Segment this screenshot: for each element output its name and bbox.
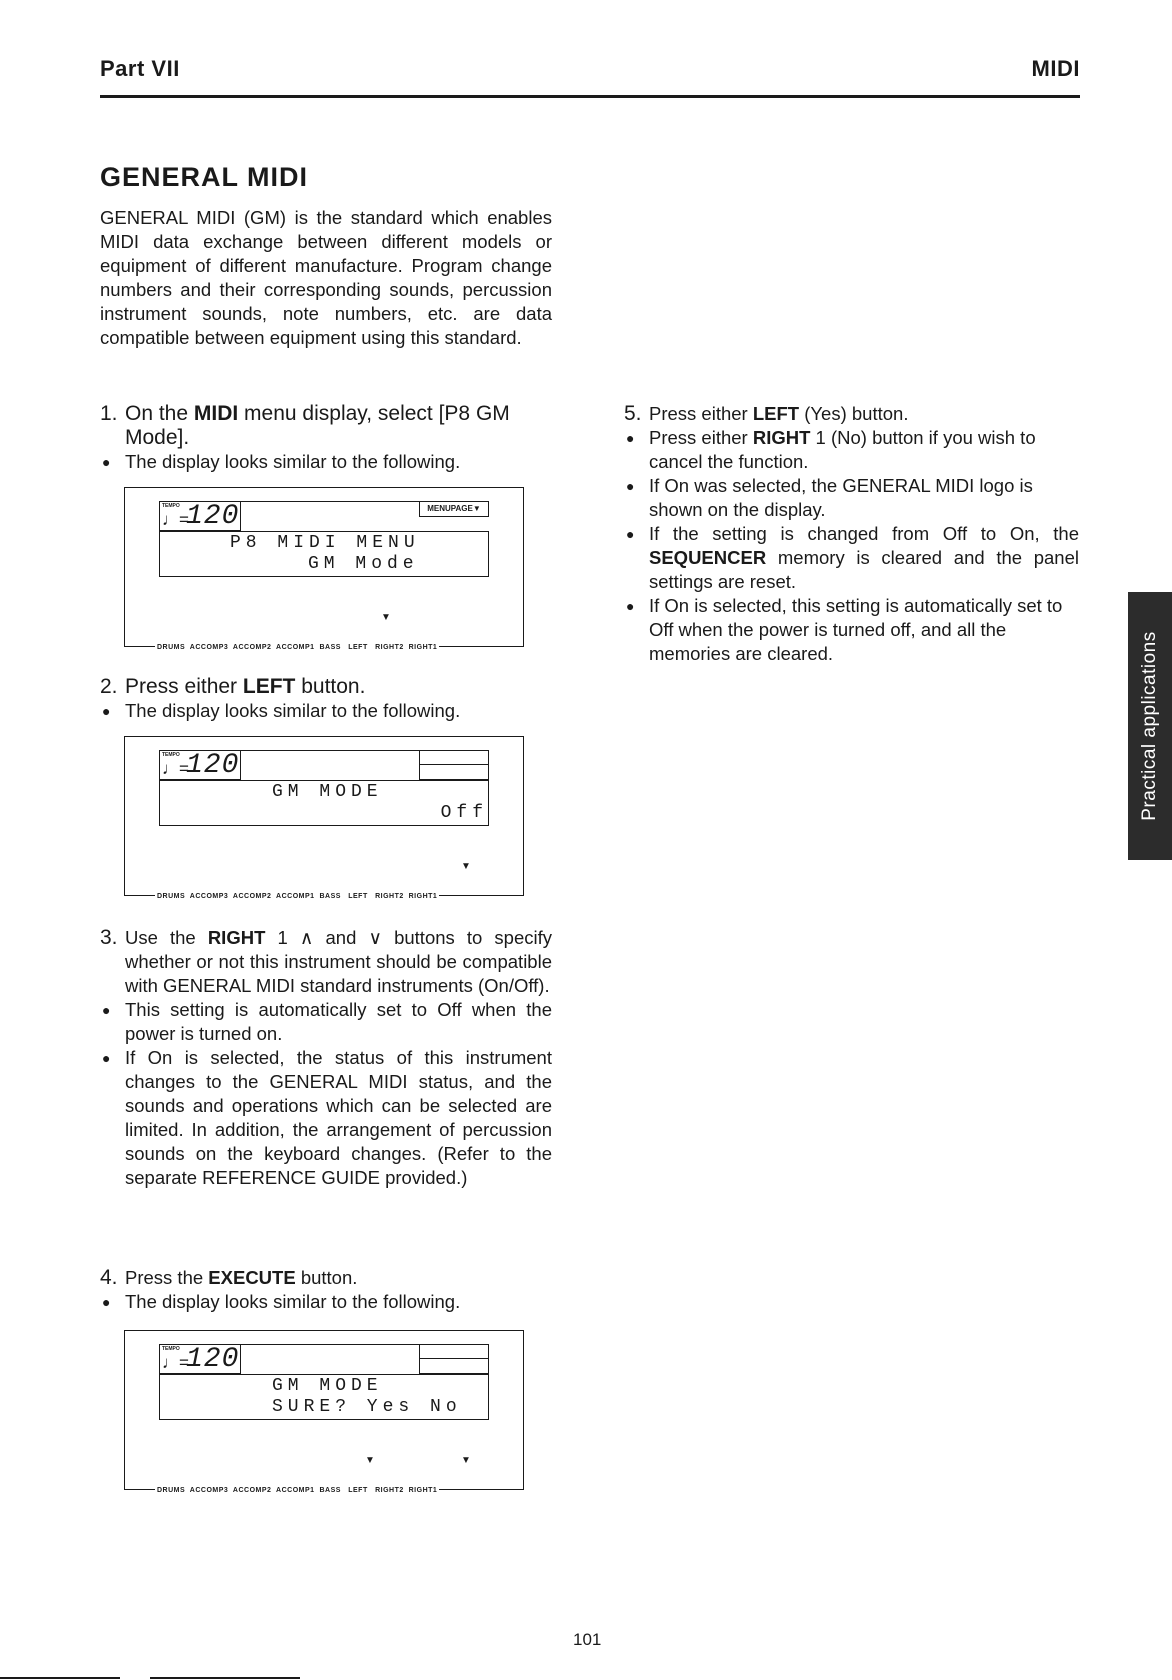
step-text: menu display, select [P8 GM Mode].	[125, 402, 510, 449]
lcd-display-1	[124, 487, 524, 651]
bullet-icon: ●	[102, 454, 111, 470]
lcd-line-2: GM Mode	[308, 554, 419, 574]
page-number: 101	[573, 1630, 602, 1649]
header-section: MIDI	[1031, 56, 1080, 81]
tempo-value: 120	[186, 1344, 240, 1375]
step-5	[624, 402, 1079, 666]
step-bold: MIDI	[193, 402, 239, 425]
bullet-text: This setting is automatically set to Off when the power is turned on.	[125, 999, 552, 1044]
bullet-icon: ●	[102, 703, 111, 719]
step-bold: LEFT	[752, 403, 800, 424]
step-bold: LEFT	[242, 675, 296, 698]
step-text: Use the	[125, 927, 208, 948]
lcd-display-2	[124, 736, 524, 900]
lcd-line-1: GM MODE	[272, 1376, 383, 1396]
bullet-icon: ●	[626, 430, 635, 446]
lcd-line-1: P8 MIDI MENU	[230, 533, 420, 553]
quarter-note-icon: ♩=	[162, 510, 189, 529]
lcd-main-area	[159, 1374, 489, 1420]
step-number: 4.	[100, 1266, 118, 1289]
step-4	[100, 1266, 552, 1314]
step-bold: EXECUTE	[208, 1267, 296, 1288]
tempo-value: 120	[186, 750, 240, 781]
quarter-note-icon: ♩=	[162, 1353, 189, 1372]
lcd-line-1: GM MODE	[272, 782, 383, 802]
step-1	[100, 402, 552, 474]
tempo-box	[159, 501, 241, 531]
step-text: On the	[125, 402, 194, 425]
bullet-text: The display looks similar to the following.	[125, 1291, 461, 1312]
bullet-text: Press either	[649, 427, 753, 448]
tempo-box	[159, 1344, 241, 1374]
bullet-icon: ●	[102, 1294, 111, 1310]
footer-rule	[0, 1677, 120, 1679]
step-bold: RIGHT	[207, 927, 266, 948]
status-box	[419, 1344, 489, 1374]
intro-paragraph: GENERAL MIDI (GM) is the standard which enables MIDI data exchange between different models or equipment of different manufacture. Program change numbers and their corresponding sounds, percussion instrument sounds, note numbers, etc. are data compatible between equipment using this standard.	[100, 207, 552, 348]
down-arrow-icon: ▼	[365, 1455, 375, 1466]
step-number: 1.	[100, 402, 118, 425]
track-labels: DRUMS ACCOMP3 ACCOMP2 ACCOMP1 BASS LEFT RIGHT2 RIGHT1	[157, 893, 438, 900]
tempo-box	[159, 750, 241, 780]
bullet-text: If the setting is changed from Off to On, the	[649, 523, 1079, 544]
track-labels: DRUMS ACCOMP3 ACCOMP2 ACCOMP1 BASS LEFT RIGHT2 RIGHT1	[157, 644, 438, 651]
page-title: GENERAL MIDI	[100, 162, 309, 192]
tempo-value: 120	[186, 501, 240, 532]
bullet-icon: ●	[626, 478, 635, 494]
header-part: Part VII	[100, 56, 180, 81]
step-number: 5.	[624, 402, 642, 425]
lcd-main-area	[159, 780, 489, 826]
side-tab	[1128, 592, 1172, 860]
footer-rule	[150, 1677, 300, 1679]
step-text: 1 ∧ and ∨ buttons to specify whether or not this instrument should be compatible with GENERAL MIDI standard instruments (On/Off).	[125, 927, 552, 996]
menu-page-indicator: MENUPAGE▼	[419, 501, 489, 517]
bullet-text: If On was selected, the GENERAL MIDI logo is shown on the display.	[649, 475, 1033, 520]
bullet-text: memory is cleared and the panel settings are reset.	[649, 547, 1079, 592]
bullet-icon: ●	[102, 1050, 111, 1066]
step-text: Press the	[125, 1267, 209, 1288]
step-number: 3.	[100, 926, 118, 949]
status-box	[419, 750, 489, 780]
step-text: Press either	[125, 675, 243, 698]
step-text: Press either	[649, 403, 753, 424]
bullet-bold: SEQUENCER	[649, 547, 767, 568]
header-rule	[100, 95, 1080, 98]
bullet-bold: RIGHT	[752, 427, 811, 448]
step-text: button.	[295, 675, 366, 698]
bullet-text: The display looks similar to the following.	[125, 700, 461, 721]
lcd-line-2: SURE? Yes No	[272, 1397, 462, 1417]
bullet-icon: ●	[626, 598, 635, 614]
lcd-main-area	[159, 531, 489, 577]
step-text: button.	[295, 1267, 358, 1288]
step-number: 2.	[100, 675, 118, 698]
bullet-text: The display looks similar to the following.	[125, 451, 461, 472]
lcd-line-2: Off	[440, 803, 488, 823]
bullet-text: 1 (No) button if you wish to cancel the function.	[649, 427, 1036, 472]
bullet-text: If On is selected, this setting is automatically set to Off when the power is turned off, and all the memories are cleared.	[649, 595, 1063, 664]
step-2	[100, 675, 552, 723]
bullet-text: If On is selected, the status of this instrument changes to the GENERAL MIDI status, and the sounds and operations which can be selected are limited. In addition, the arrangement of percussion sounds on the keyboard changes. (Refer to the separate REFERENCE GUIDE provided.)	[125, 1047, 552, 1188]
down-arrow-icon: ▼	[381, 612, 391, 623]
step-text: (Yes) button.	[799, 403, 909, 424]
tempo-tag: TEMPO	[162, 503, 180, 509]
side-tab-label: Practical applications	[1139, 631, 1160, 821]
bullet-icon: ●	[626, 526, 635, 542]
track-labels: DRUMS ACCOMP3 ACCOMP2 ACCOMP1 BASS LEFT RIGHT2 RIGHT1	[157, 1487, 438, 1494]
down-arrow-icon: ▼	[461, 861, 471, 872]
down-arrow-icon: ▼	[461, 1455, 471, 1466]
lcd-display-3	[124, 1330, 524, 1494]
quarter-note-icon: ♩=	[162, 759, 189, 778]
tempo-tag: TEMPO	[162, 1346, 180, 1352]
tempo-tag: TEMPO	[162, 752, 180, 758]
bullet-icon: ●	[102, 1002, 111, 1018]
step-3	[100, 926, 552, 1190]
